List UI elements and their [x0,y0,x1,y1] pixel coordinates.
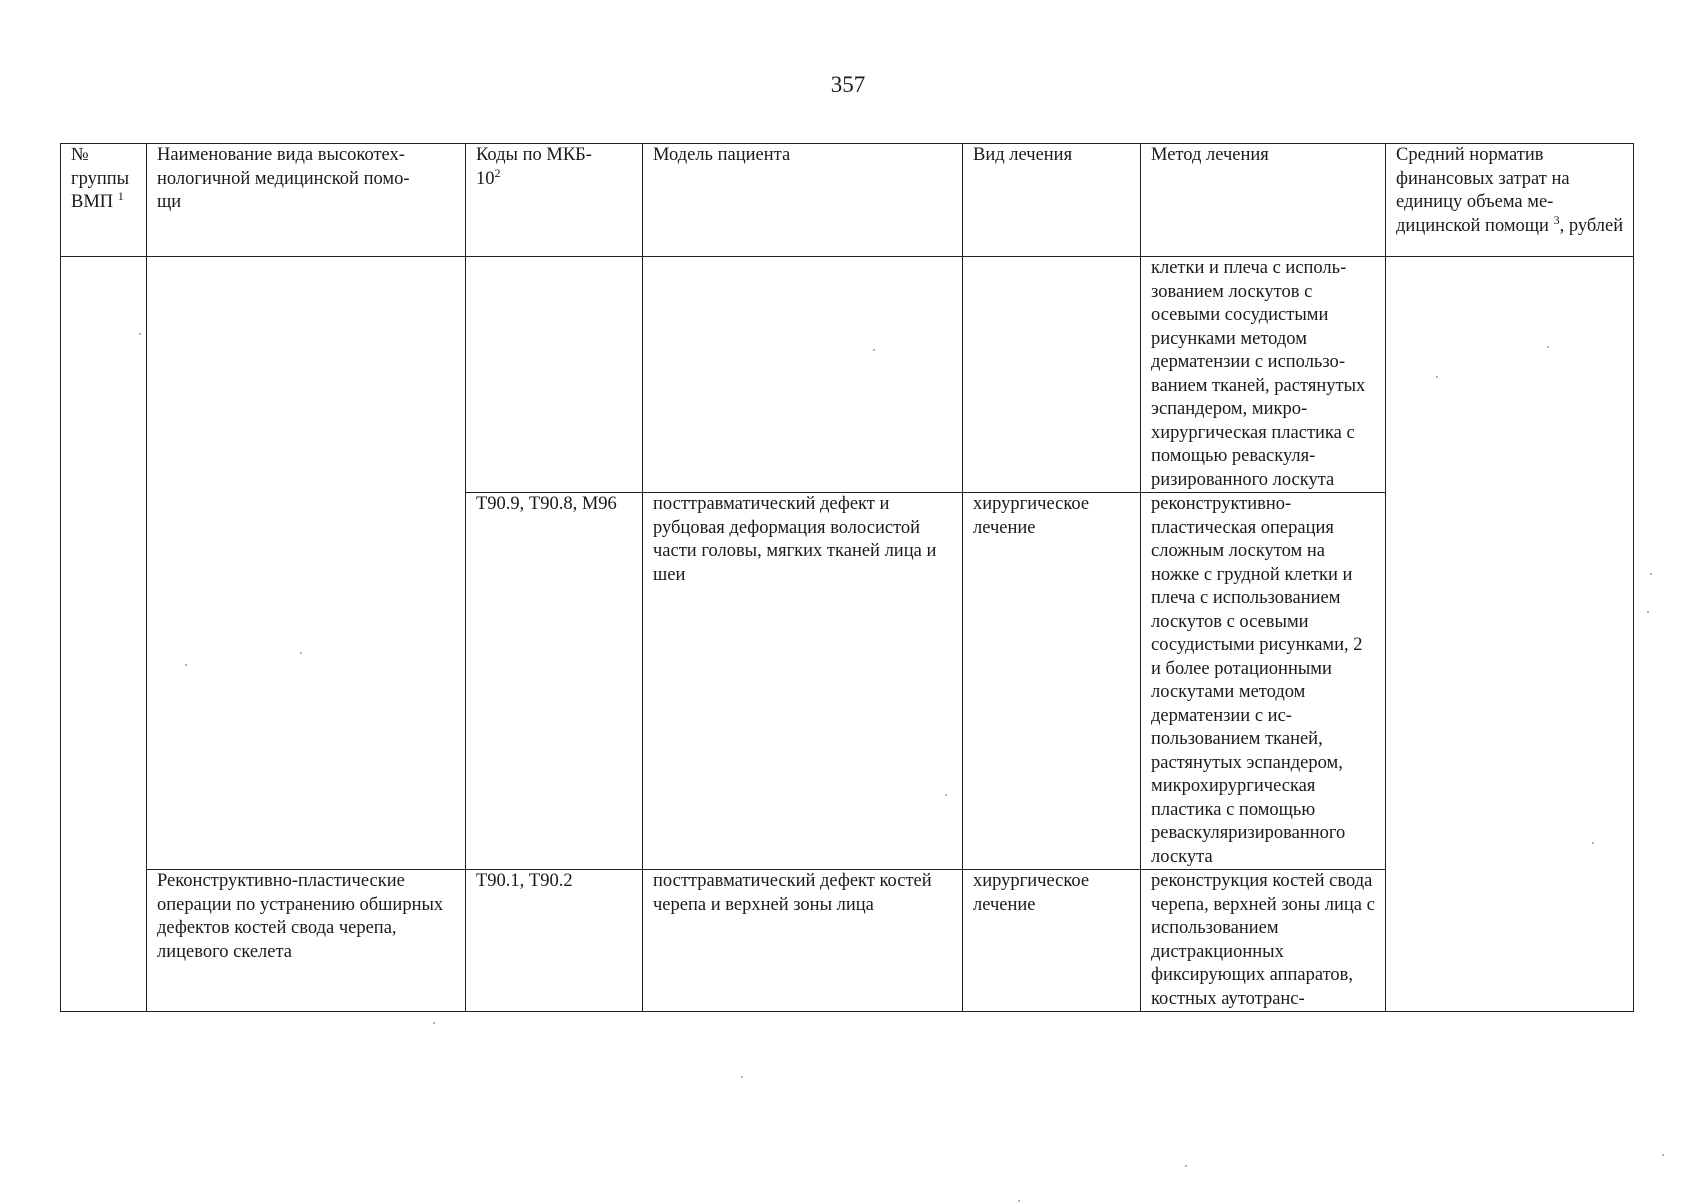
footnote-ref-2: 2 [494,165,501,180]
scan-speck [1650,573,1652,575]
footnote-ref-1: 1 [117,188,124,203]
treatment-method-cell: реконструкция костей свода черепа, верхней зоны лица с использованием дистракционных фиксирующих аппаратов, костных аутотранс- [1141,870,1386,1012]
scan-speck [873,349,875,351]
header-group-number: № группы ВМП $^1$ [61,144,147,257]
care-type-name-cell [147,257,466,870]
scan-speck [433,1022,435,1024]
scan-speck [945,794,947,796]
table-row [61,257,1634,493]
scan-speck [1662,1154,1664,1156]
patient-model-cell: посттравматический дефект костей черепа и верхней зоны лица [643,870,963,1012]
scan-speck [1547,346,1549,348]
header-care-type-name: Наименование вида высокотех- нологичной медицинской помо- щи [147,144,466,257]
page-number: 357 [830,72,866,97]
treatment-type-cell [963,257,1141,493]
table-header-row [61,144,1634,257]
scan-speck [185,664,187,666]
footnote-ref-3: 3 [1553,212,1560,227]
scan-speck [1185,1165,1187,1167]
scan-speck [741,1076,743,1078]
header-treatment-method: Метод лечения [1141,144,1386,257]
treatment-method-cell: клетки и плеча с использованием лоскутов с осевыми сосудистыми рисунками методом дерматензии с использованием тканей, растянутых эспандером, микрохирургическая пластика с помощью реваскуляризированного лоскута [1141,257,1386,493]
group-number-cell [61,257,147,1012]
icd-codes-cell [466,257,643,493]
scan-speck [1436,376,1438,378]
scan-speck [300,652,302,654]
header-icd-codes: Коды по МКБ- $10^2$ [466,144,643,257]
vmp-table [60,143,1634,1012]
treatment-method-cell: реконструктивно-пластическая операция сложным лоскутом на ножке с грудной клетки и плеча с использованием лоскутов с осевыми сосудистыми рисунками, 2 и более ротационными лоскутами методом дерматензии с использованием тканей, растянутых эспандером, микрохирургическая пластика с помощью реваскуляризированного лоскута [1141,493,1386,870]
treatment-type-cell: хирургическое лечение [963,870,1141,1012]
scan-speck [1647,611,1649,613]
patient-model-cell: посттравматический дефект и рубцовая деформация волосистой части головы, мягких тканей лица и шеи [643,493,963,870]
header-cost-norm: Средний норматив финансовых затрат на единицу объема ме- дицинской помощи $^3$, рублей [1386,144,1634,257]
cost-norm-cell [1386,257,1634,1012]
scan-speck [1592,842,1594,844]
header-patient-model: Модель пациента [643,144,963,257]
care-type-name-cell: Реконструктивно-пластические операции по устранению обширных дефектов костей свода черепа, лицевого скелета [147,870,466,1012]
icd-codes-cell: Т90.1, Т90.2 [466,870,643,1012]
icd-codes-cell: Т90.9, Т90.8, М96 [466,493,643,870]
treatment-type-cell: хирургическое лечение [963,493,1141,870]
header-treatment-type: Вид лечения [963,144,1141,257]
scan-speck [139,333,141,335]
patient-model-cell [643,257,963,493]
